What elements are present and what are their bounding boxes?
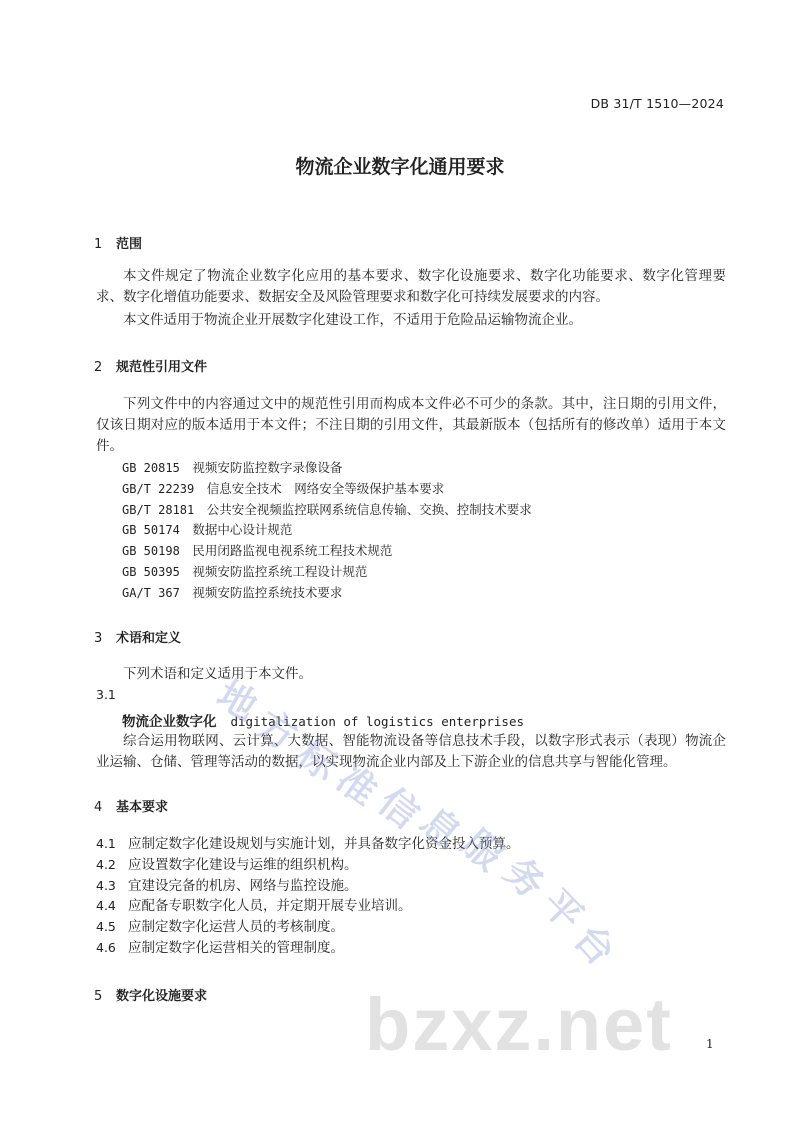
- basic-requirements-list: [96, 834, 520, 959]
- section-heading-terms: [94, 627, 181, 646]
- terms-intro: 下列术语和定义适用于本文件。: [123, 666, 312, 682]
- section-title: 数字化设施要求: [116, 989, 208, 1004]
- requirement-item: 4.6 应制定数字化运营相关的管理制度。: [96, 939, 344, 956]
- document-title: 物流企业数字化通用要求: [295, 156, 505, 178]
- section-title: 基本要求: [116, 800, 169, 815]
- section-heading-facilities: [94, 985, 207, 1004]
- watermark-char: 务: [495, 848, 554, 908]
- watermark-char: 方: [249, 701, 305, 760]
- watermark-char: 信: [370, 779, 428, 838]
- reference-item: GB 50198 民用闭路监视电视系统工程技术规范: [122, 543, 393, 559]
- section-number: 1: [94, 237, 103, 252]
- term-entry: [122, 710, 524, 730]
- watermark-char: 台: [565, 915, 624, 974]
- section-heading-normative: [94, 356, 207, 375]
- section-number: 3: [94, 631, 103, 646]
- watermark-char: 准: [328, 756, 386, 815]
- section-number: 4: [94, 800, 103, 815]
- reference-item: GB 50395 视频安防监控系统工程设计规范: [122, 563, 368, 579]
- requirement-item: 4.1 应制定数字化建设规划与实施计划，并具备数字化资金投入预算。: [96, 836, 520, 852]
- reference-list: [122, 458, 532, 604]
- section-heading-basic: [94, 796, 168, 815]
- watermark-char: 平: [533, 880, 592, 939]
- document-code: DB 31/T 1510—2024: [590, 96, 724, 111]
- watermark-char: 地: [209, 671, 265, 730]
- normative-intro: 下列文件中的内容通过文中的规范性引用而构成本文件必不可少的条款。其中，注日期的引用文件，仅该日期对应的版本适用于本文件；不注日期的引用文件，其最新版本（包括所有的修改单）适用于本文件。: [96, 396, 726, 454]
- term-english: digitalization of logistics enterprises: [230, 714, 524, 729]
- watermark-char: 息: [412, 799, 470, 858]
- term-number: 3.1: [96, 687, 116, 702]
- watermark-char: 服: [453, 821, 512, 880]
- reference-item: GB/T 28181 公共安全视频监控联网系统信息传输、交换、控制技术要求: [122, 501, 532, 517]
- site-watermark: bzxz.net: [365, 983, 673, 1066]
- reference-item: GB 50174 数据中心设计规范: [122, 522, 293, 538]
- section-title: 范围: [116, 237, 143, 252]
- section-title: 规范性引用文件: [116, 360, 208, 375]
- requirement-item: 4.5 应制定数字化运营人员的考核制度。: [96, 919, 344, 936]
- watermark-char: 标: [288, 731, 346, 790]
- scope-paragraph-2: 本文件适用于物流企业开展数字化建设工作，不适用于危险品运输物流企业。: [123, 312, 582, 328]
- requirement-item: 4.4 应配备专职数字化人员，并定期开展专业培训。: [96, 898, 412, 915]
- reference-item: GB 20815 视频安防监控数字录像设备: [122, 460, 343, 475]
- term-definition: 综合运用物联网、云计算、大数据、智能物流设备等信息技术手段，以数字形式表示（表现）物流企业运输、仓储、管理等活动的数据，以实现物流企业内部及上下游企业的信息共享与智能化管理。: [96, 733, 726, 770]
- term-chinese: 物流企业数字化: [122, 714, 217, 730]
- requirement-item: 4.2 应设置数字化建设与运维的组织机构。: [96, 856, 358, 873]
- section-heading-scope: [94, 233, 142, 252]
- reference-item: GB/T 22239 信息安全技术 网络安全等级保护基本要求: [122, 480, 445, 496]
- scope-paragraph-1: 本文件规定了物流企业数字化应用的基本要求、数字化设施要求、数字化功能要求、数字化管理要求、数字化增值功能要求、数据安全及风险管理要求和数字化可持续发展要求的内容。: [96, 268, 726, 305]
- reference-item: GA/T 367 视频安防监控系统技术要求: [122, 584, 343, 600]
- requirement-item: 4.3 宜建设完备的机房、网络与监控设施。: [96, 877, 358, 894]
- page-number: 1: [706, 1037, 714, 1051]
- section-title: 术语和定义: [116, 631, 182, 646]
- section-number: 2: [94, 360, 103, 375]
- section-number: 5: [94, 989, 103, 1004]
